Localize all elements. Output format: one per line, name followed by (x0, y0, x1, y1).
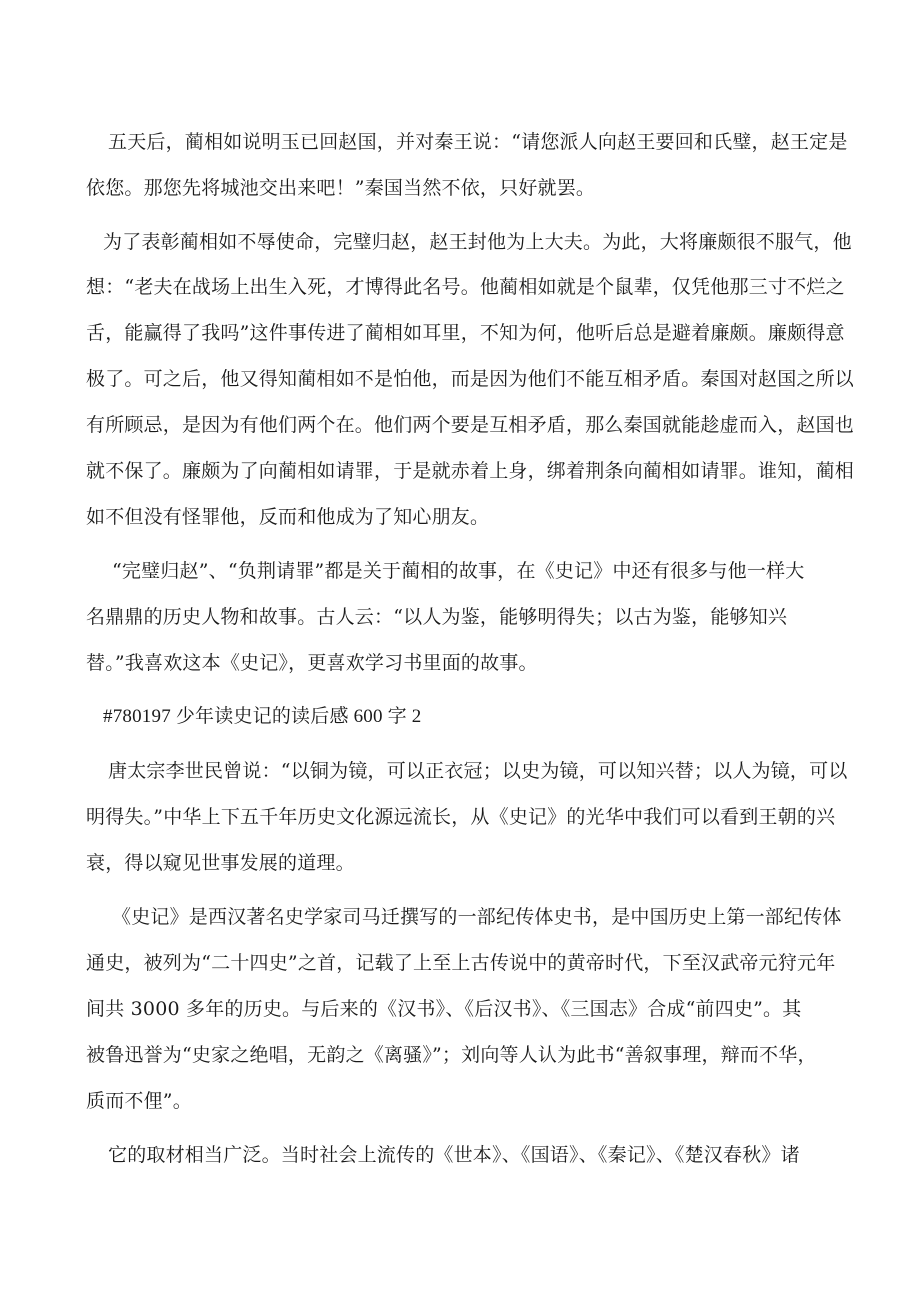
text-line: 质而不俚”。 (86, 1090, 192, 1112)
heading-line: #780197 少年读史记的读后感 600 字 2 (103, 706, 422, 727)
text-line: 间共 3000 多年的历史。与后来的《汉书》、《后汉书》、《三国志》合成“前四史”。其 (86, 998, 802, 1020)
text-line: 衰，得以窥见世事发展的道理。 (86, 852, 355, 874)
text-line: 有所顾忌，是因为有他们两个在。他们两个要是互相矛盾，那么秦国就能趁虚而入，赵国也 (86, 414, 855, 436)
text-line: 被鲁迅誉为“史家之绝唱，无韵之《离骚》”；刘向等人认为此书“善叙事理，辩而不华， (86, 1044, 817, 1066)
text-line: 极了。可之后，他又得知蔺相如不是怕他，而是因为他们不能互相矛盾。秦国对赵国之所以 (86, 368, 855, 390)
text-line: 为了表彰蔺相如不辱使命，完璧归赵，赵王封他为上大夫。为此，大将廉颇很不服气，他 (103, 231, 852, 253)
text-line: 替。”我喜欢这本《史记》，更喜欢学习书里面的故事。 (86, 652, 538, 674)
text-line: 想：“老夫在战场上出生入死，才博得此名号。他蔺相如就是个鼠辈，仅凭他那三寸不烂之 (86, 276, 845, 298)
text-line: “完璧归赵”、“负荆请罪”都是关于蔺相的故事，在《史记》中还有很多与他一样大 (112, 560, 805, 582)
text-line: 它的取材相当广泛。当时社会上流传的《世本》、《国语》、《秦记》、《楚汉春秋》诸 (108, 1144, 800, 1166)
text-line: 就不保了。廉颇为了向蔺相如请罪，于是就赤着上身，绑着荆条向蔺相如请罪。谁知，蔺相 (86, 460, 855, 482)
text-line: 舌，能赢得了我吗”这件事传进了蔺相如耳里，不知为何，他听后总是避着廉颇。廉颇得意 (86, 322, 845, 344)
text-line: 名鼎鼎的历史人物和故事。古人云：“以人为鉴，能够明得失；以古为鉴，能够知兴 (86, 606, 788, 628)
text-line: 依您。那您先将城池交出来吧！”秦国当然不依，只好就罢。 (86, 177, 596, 199)
text-line: 五天后，蔺相如说明玉已回赵国，并对秦王说：“请您派人向赵王要回和氏璧，赵王定是 (108, 131, 848, 153)
text-line: 《史记》是西汉著名史学家司马迁撰写的一部纪传体史书，是中国历史上第一部纪传体 (112, 906, 842, 928)
text-line: 明得失。”中华上下五千年历史文化源远流长，从《史记》的光华中我们可以看到王朝的兴 (86, 806, 836, 828)
text-line: 唐太宗李世民曾说：“以铜为镜，可以正衣冠；以史为镜，可以知兴替；以人为镜，可以 (108, 760, 848, 782)
text-line: 通史，被列为“二十四史”之首，记载了上至上古传说中的黄帝时代，下至汉武帝元狩元年 (86, 952, 836, 974)
text-line: 如不但没有怪罪他，反而和他成为了知心朋友。 (86, 506, 490, 528)
